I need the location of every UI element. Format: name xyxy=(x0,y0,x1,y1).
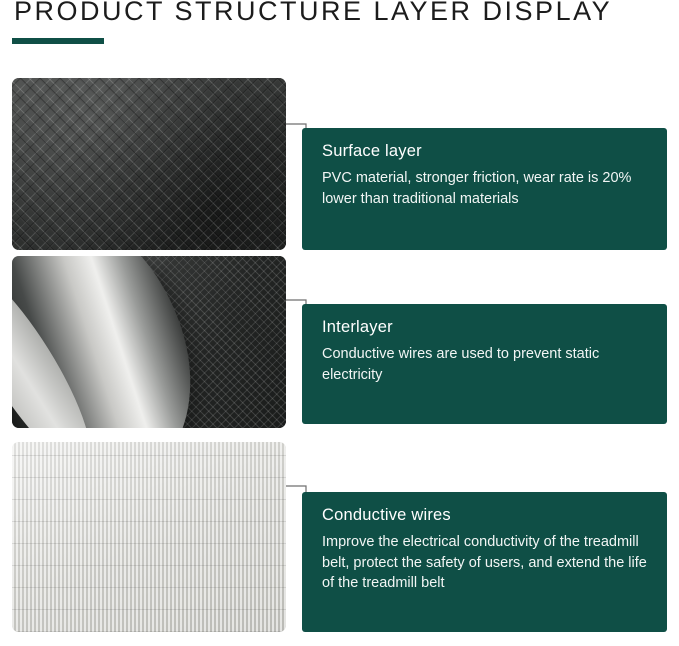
interlayer-texture xyxy=(12,256,286,428)
interlayer-photo xyxy=(12,256,286,428)
layer-row-interlayer xyxy=(0,256,679,428)
layer-row-conductive-wires xyxy=(0,442,679,632)
info-card-body: Conductive wires are used to prevent static electricity xyxy=(322,346,600,383)
info-card-body: PVC material, stronger friction, wear rate is 20% lower than traditional materials xyxy=(322,170,632,207)
info-card-title: Interlayer xyxy=(322,318,393,336)
conductive-wires-texture xyxy=(12,442,286,632)
surface-layer-texture xyxy=(12,78,286,250)
page-header xyxy=(0,0,679,56)
page-title: PRODUCT STRUCTURE LAYER DISPLAY xyxy=(14,0,613,26)
layer-row-surface xyxy=(0,78,679,250)
conductive-wires-photo xyxy=(12,442,286,632)
title-underline-accent xyxy=(12,38,104,44)
info-card-title: Surface layer xyxy=(322,142,422,160)
surface-layer-photo xyxy=(12,78,286,250)
info-card-title: Conductive wires xyxy=(322,506,451,524)
info-card-body: Improve the electrical conductivity of the treadmill belt, protect the safety of users, and extend the life of the treadmill belt xyxy=(322,534,647,592)
info-card-surface xyxy=(302,128,667,250)
interlayer-fold-edge xyxy=(12,256,112,428)
info-card-conductive-wires xyxy=(302,492,667,632)
info-card-interlayer xyxy=(302,304,667,424)
